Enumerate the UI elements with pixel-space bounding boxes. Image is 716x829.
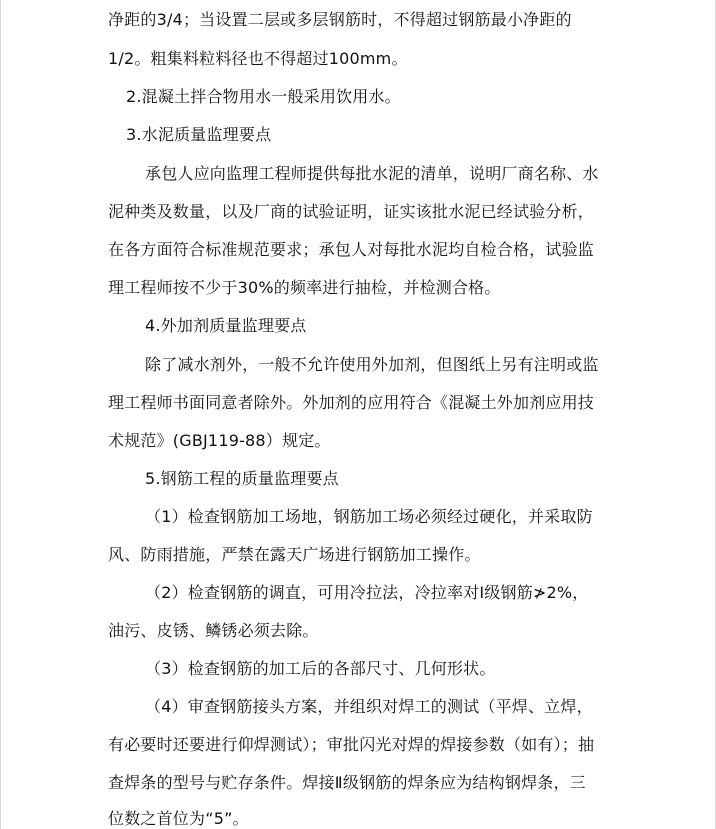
- paragraph-line: （3）检查钢筋的加工后的各部尺寸、几何形状。: [145, 659, 496, 678]
- paragraph-line: 在各方面符合标准规范要求；承包人对每批水泥均自检合格，试验监: [108, 240, 595, 259]
- section-heading: 4.外加剂质量监理要点: [145, 316, 307, 335]
- paragraph-line: 位数之首位为“5”。: [108, 809, 249, 828]
- section-heading: 5.钢筋工程的质量监理要点: [145, 469, 339, 488]
- section-heading: 3.水泥质量监理要点: [126, 125, 272, 144]
- paragraph-line: 1/2。粗集料粒料径也不得超过100mm。: [108, 49, 408, 68]
- paragraph-line: 风、防雨措施，严禁在露天广场进行钢筋加工操作。: [108, 545, 481, 564]
- paragraph-line: 泥种类及数量，以及厂商的试验证明，证实该批水泥已经试验分析，: [108, 202, 595, 221]
- page-left-edge: [0, 0, 1, 829]
- paragraph-line: 理工程师书面同意者除外。外加剂的应用符合《混凝土外加剂应用技: [108, 393, 595, 412]
- paragraph-line: 有必要时还要进行仰焊测试）；审批闪光对焊的焊接参数（如有）；抽: [108, 735, 595, 754]
- paragraph-line: 承包人应向监理工程师提供每批水泥的清单，说明厂商名称、水: [145, 164, 599, 183]
- paragraph-line: 术规范》(GBJ119-88）规定。: [108, 431, 331, 450]
- paragraph-line: （1）检查钢筋加工场地，钢筋加工场必须经过硬化，并采取防: [145, 507, 593, 526]
- paragraph-line: 净距的3/4；当设置二层或多层钢筋时，不得超过钢筋最小净距的: [108, 10, 572, 29]
- paragraph-line: 查焊条的型号与贮存条件。焊接Ⅱ级钢筋的焊条应为结构钢焊条，三: [108, 773, 586, 792]
- paragraph-line: 除了减水剂外，一般不允许使用外加剂，但图纸上另有注明或监: [145, 355, 599, 374]
- paragraph-line: （4）审查钢筋接头方案，并组织对焊工的测试（平焊、立焊，: [145, 697, 593, 716]
- paragraph-line: 理工程师按不少于30%的频率进行抽检，并检测合格。: [108, 278, 501, 297]
- paragraph-line: （2）检查钢筋的调直，可用冷拉法，冷拉率对Ⅰ级钢筋≯2%，: [145, 583, 589, 602]
- paragraph-line: 油污、皮锈、鳞锈必须去除。: [108, 621, 319, 640]
- paragraph-line: 2.混凝土拌合物用水一般采用饮用水。: [126, 87, 401, 106]
